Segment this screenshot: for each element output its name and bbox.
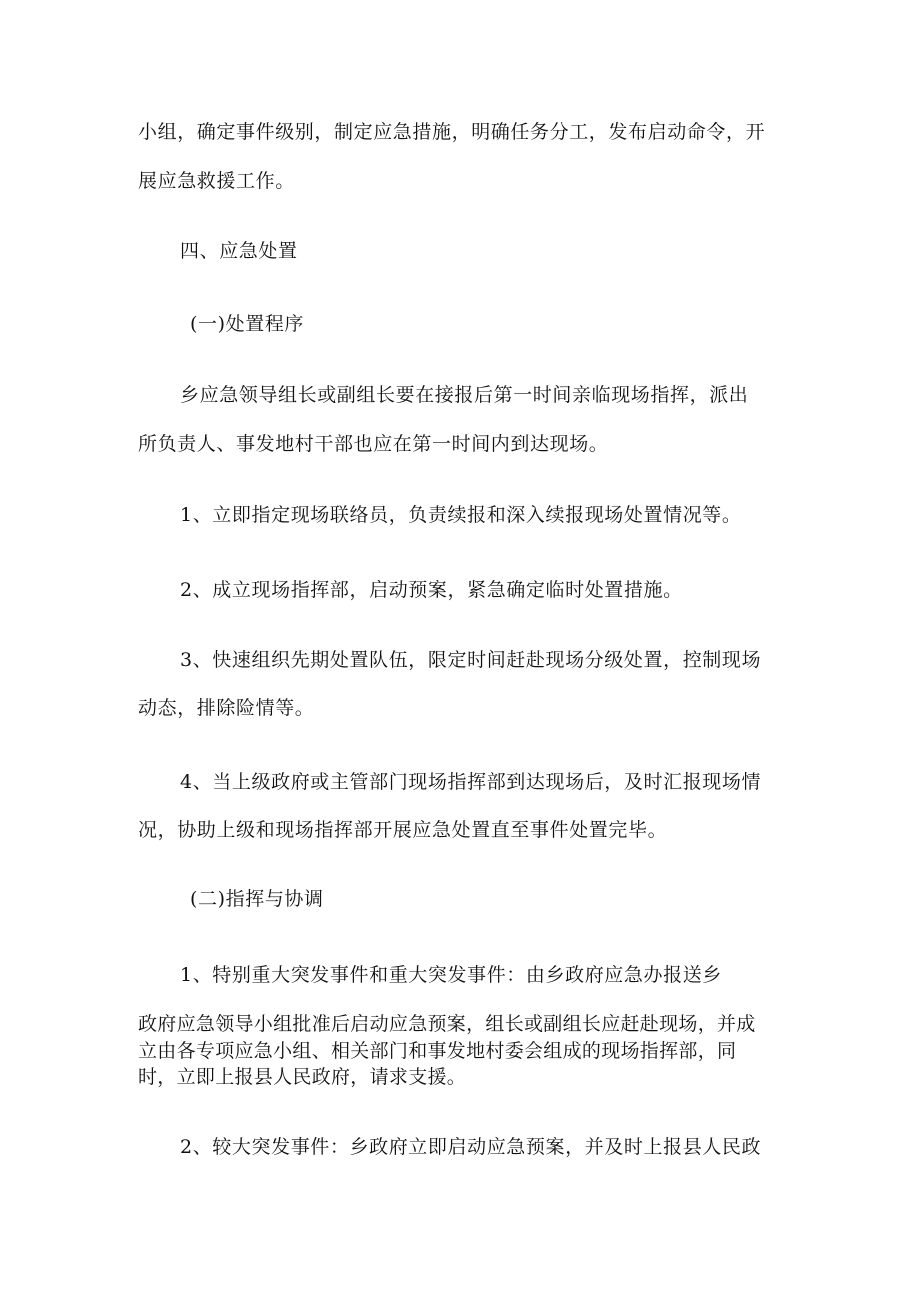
paragraph-line: 况，协助上级和现场指挥部开展应急处置直至事件处置完毕。 bbox=[138, 819, 668, 841]
paragraph-line: 立由各专项应急小组、相关部门和事发地村委会组成的现场指挥部，同 bbox=[138, 1040, 737, 1062]
list-item: 2、较大突发事件：乡政府立即启动应急预案，并及时上报县人民政 bbox=[180, 1136, 762, 1158]
list-item: 4、当上级政府或主管部门现场指挥部到达现场后，及时汇报现场情 bbox=[180, 771, 762, 793]
paragraph-line: 小组，确定事件级别，制定应急措施，明确任务分工，发布启动命令，开 bbox=[138, 121, 766, 143]
list-item: 2、成立现场指挥部，启动预案，紧急确定临时处置措施。 bbox=[180, 579, 683, 601]
section-heading: 四、应急处置 bbox=[180, 240, 298, 262]
list-item: 1、立即指定现场联络员，负责续报和深入续报现场处置情况等。 bbox=[180, 504, 742, 526]
paragraph-line: 动态，排除险情等。 bbox=[138, 697, 315, 719]
subsection-heading: (二)指挥与协调 bbox=[190, 888, 324, 910]
paragraph-line: 乡应急领导组长或副组长要在接报后第一时间亲临现场指挥，派出 bbox=[180, 384, 749, 406]
paragraph-line: 政府应急领导小组批准后启动应急预案，组长或副组长应赶赴现场，并成 bbox=[138, 1013, 756, 1035]
paragraph-line: 时，立即上报县人民政府，请求支援。 bbox=[138, 1066, 467, 1088]
list-item: 3、快速组织先期处置队伍，限定时间赶赴现场分级处置，控制现场 bbox=[180, 649, 762, 671]
paragraph-line: 所负责人、事发地村干部也应在第一时间内到达现场。 bbox=[138, 433, 609, 455]
paragraph-line: 展应急救援工作。 bbox=[138, 170, 295, 192]
subsection-heading: (一)处置程序 bbox=[190, 313, 305, 335]
list-item: 1、特别重大突发事件和重大突发事件：由乡政府应急办报送乡 bbox=[180, 964, 722, 986]
